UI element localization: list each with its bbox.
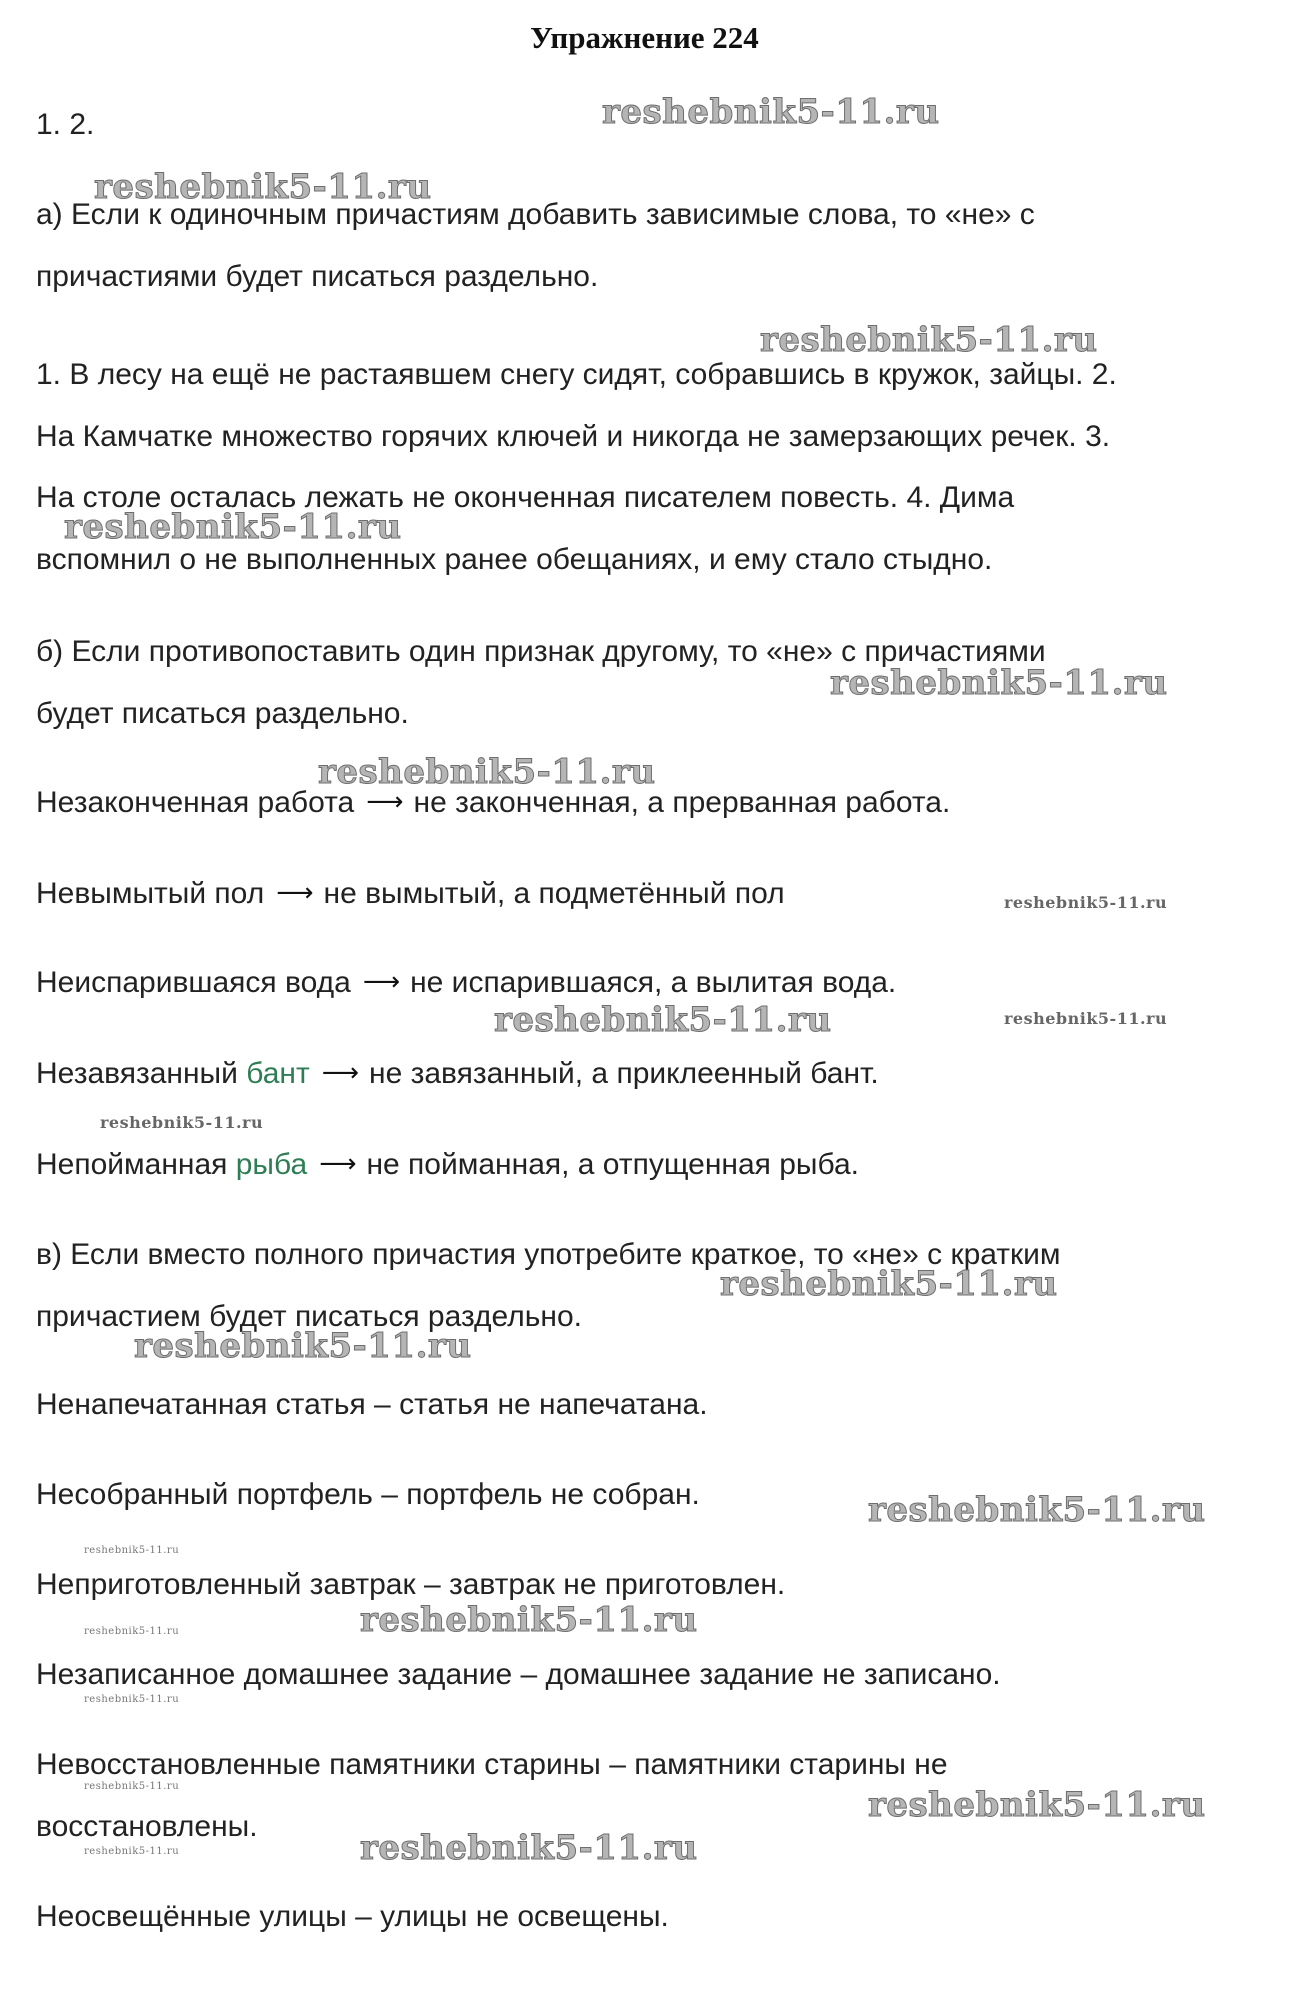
watermark: reshebnik5-11.ru bbox=[1004, 1009, 1168, 1028]
arrow-right-icon: ⟶ bbox=[319, 1148, 357, 1178]
pair-right: не испарившаяся, а вылитая вода. bbox=[410, 966, 897, 999]
watermark: reshebnik5-11.ru bbox=[84, 1846, 180, 1857]
contrast-pair bbox=[36, 877, 785, 911]
watermark: reshebnik5-11.ru bbox=[868, 1490, 1206, 1530]
example-c-line: Несобранный портфель – портфель не собран. bbox=[36, 1478, 700, 1511]
example-a-line: На столе осталась лежать не оконченная писателем повесть. 4. Дима bbox=[36, 481, 1015, 514]
watermark: reshebnik5-11.ru bbox=[760, 320, 1098, 360]
watermark: reshebnik5-11.ru bbox=[84, 1626, 180, 1637]
watermark: reshebnik5-11.ru bbox=[134, 1326, 472, 1366]
rule-b-line1: б) Если противопоставить один признак другому, то «не» с причастиями bbox=[36, 635, 1046, 668]
watermark: reshebnik5-11.ru bbox=[868, 1785, 1206, 1825]
contrast-pair bbox=[36, 1148, 859, 1182]
pair-left: Непойманная bbox=[36, 1148, 236, 1181]
watermark: reshebnik5-11.ru bbox=[1004, 893, 1168, 912]
example-c-line: Неосвещённые улицы – улицы не освещены. bbox=[36, 1900, 669, 1933]
pair-left: Незавязанный bbox=[36, 1057, 247, 1090]
rule-a-line2: причастиями будет писаться раздельно. bbox=[36, 260, 599, 293]
pair-left-noun: бант bbox=[246, 1057, 310, 1090]
example-c-line: Ненапечатанная статья – статья не напечатана. bbox=[36, 1388, 708, 1421]
watermark: reshebnik5-11.ru bbox=[602, 92, 940, 132]
example-c-line: восстановлены. bbox=[36, 1810, 258, 1843]
contrast-pair bbox=[36, 966, 896, 1000]
watermark: reshebnik5-11.ru bbox=[318, 752, 656, 792]
watermark: reshebnik5-11.ru bbox=[100, 1113, 264, 1132]
page-title: Упражнение 224 bbox=[530, 20, 759, 55]
arrow-right-icon: ⟶ bbox=[321, 1057, 359, 1087]
watermark: reshebnik5-11.ru bbox=[64, 507, 402, 547]
pair-right: не пойманная, а отпущенная рыба. bbox=[366, 1148, 860, 1181]
contrast-pair bbox=[36, 1057, 879, 1091]
example-a-line: вспомнил о не выполненных ранее обещаниях, и ему стало стыдно. bbox=[36, 543, 993, 576]
arrow-right-icon: ⟶ bbox=[362, 966, 401, 996]
pair-right: не законченная, а прерванная работа. bbox=[413, 786, 951, 819]
example-a-line: На Камчатке множество горячих ключей и никогда не замерзающих речек. 3. bbox=[36, 420, 1111, 453]
rule-c-line2: причастием будет писаться раздельно. bbox=[36, 1300, 582, 1333]
pair-left: Невымытый пол bbox=[36, 877, 265, 910]
example-c-line: Незаписанное домашнее задание – домашнее задание не записано. bbox=[36, 1658, 1001, 1691]
watermark: reshebnik5-11.ru bbox=[84, 1694, 180, 1705]
watermark: reshebnik5-11.ru bbox=[720, 1264, 1058, 1304]
watermark: reshebnik5-11.ru bbox=[360, 1828, 698, 1868]
pair-left-noun: рыба bbox=[235, 1148, 308, 1181]
watermark: reshebnik5-11.ru bbox=[94, 167, 432, 207]
watermark: reshebnik5-11.ru bbox=[830, 663, 1168, 703]
arrow-right-icon: ⟶ bbox=[276, 877, 314, 907]
rule-c-line1: в) Если вместо полного причастия употребите краткое, то «не» с кратким bbox=[36, 1238, 1061, 1271]
arrow-right-icon: ⟶ bbox=[366, 786, 404, 816]
answer-numbers: 1. 2. bbox=[36, 108, 95, 141]
example-c-line: Неприготовленный завтрак – завтрак не приготовлен. bbox=[36, 1568, 786, 1601]
watermark: reshebnik5-11.ru bbox=[84, 1781, 180, 1792]
watermark: reshebnik5-11.ru bbox=[494, 1000, 832, 1040]
example-a-line: 1. В лесу на ещё не растаявшем снегу сидят, собравшись в кружок, зайцы. 2. bbox=[36, 358, 1117, 391]
pair-left: Неиспарившаяся вода bbox=[36, 966, 351, 999]
pair-right: не завязанный, а приклеенный бант. bbox=[369, 1057, 879, 1090]
example-c-line: Невосстановленные памятники старины – памятники старины не bbox=[36, 1748, 948, 1781]
watermark: reshebnik5-11.ru bbox=[360, 1600, 698, 1640]
rule-b-line2: будет писаться раздельно. bbox=[36, 697, 409, 730]
pair-left: Незаконченная работа bbox=[36, 786, 355, 819]
rule-a-line1: а) Если к одиночным причастиям добавить зависимые слова, то «не» с bbox=[36, 198, 1035, 231]
watermark: reshebnik5-11.ru bbox=[84, 1545, 180, 1556]
pair-right: не вымытый, а подметённый пол bbox=[323, 877, 785, 910]
